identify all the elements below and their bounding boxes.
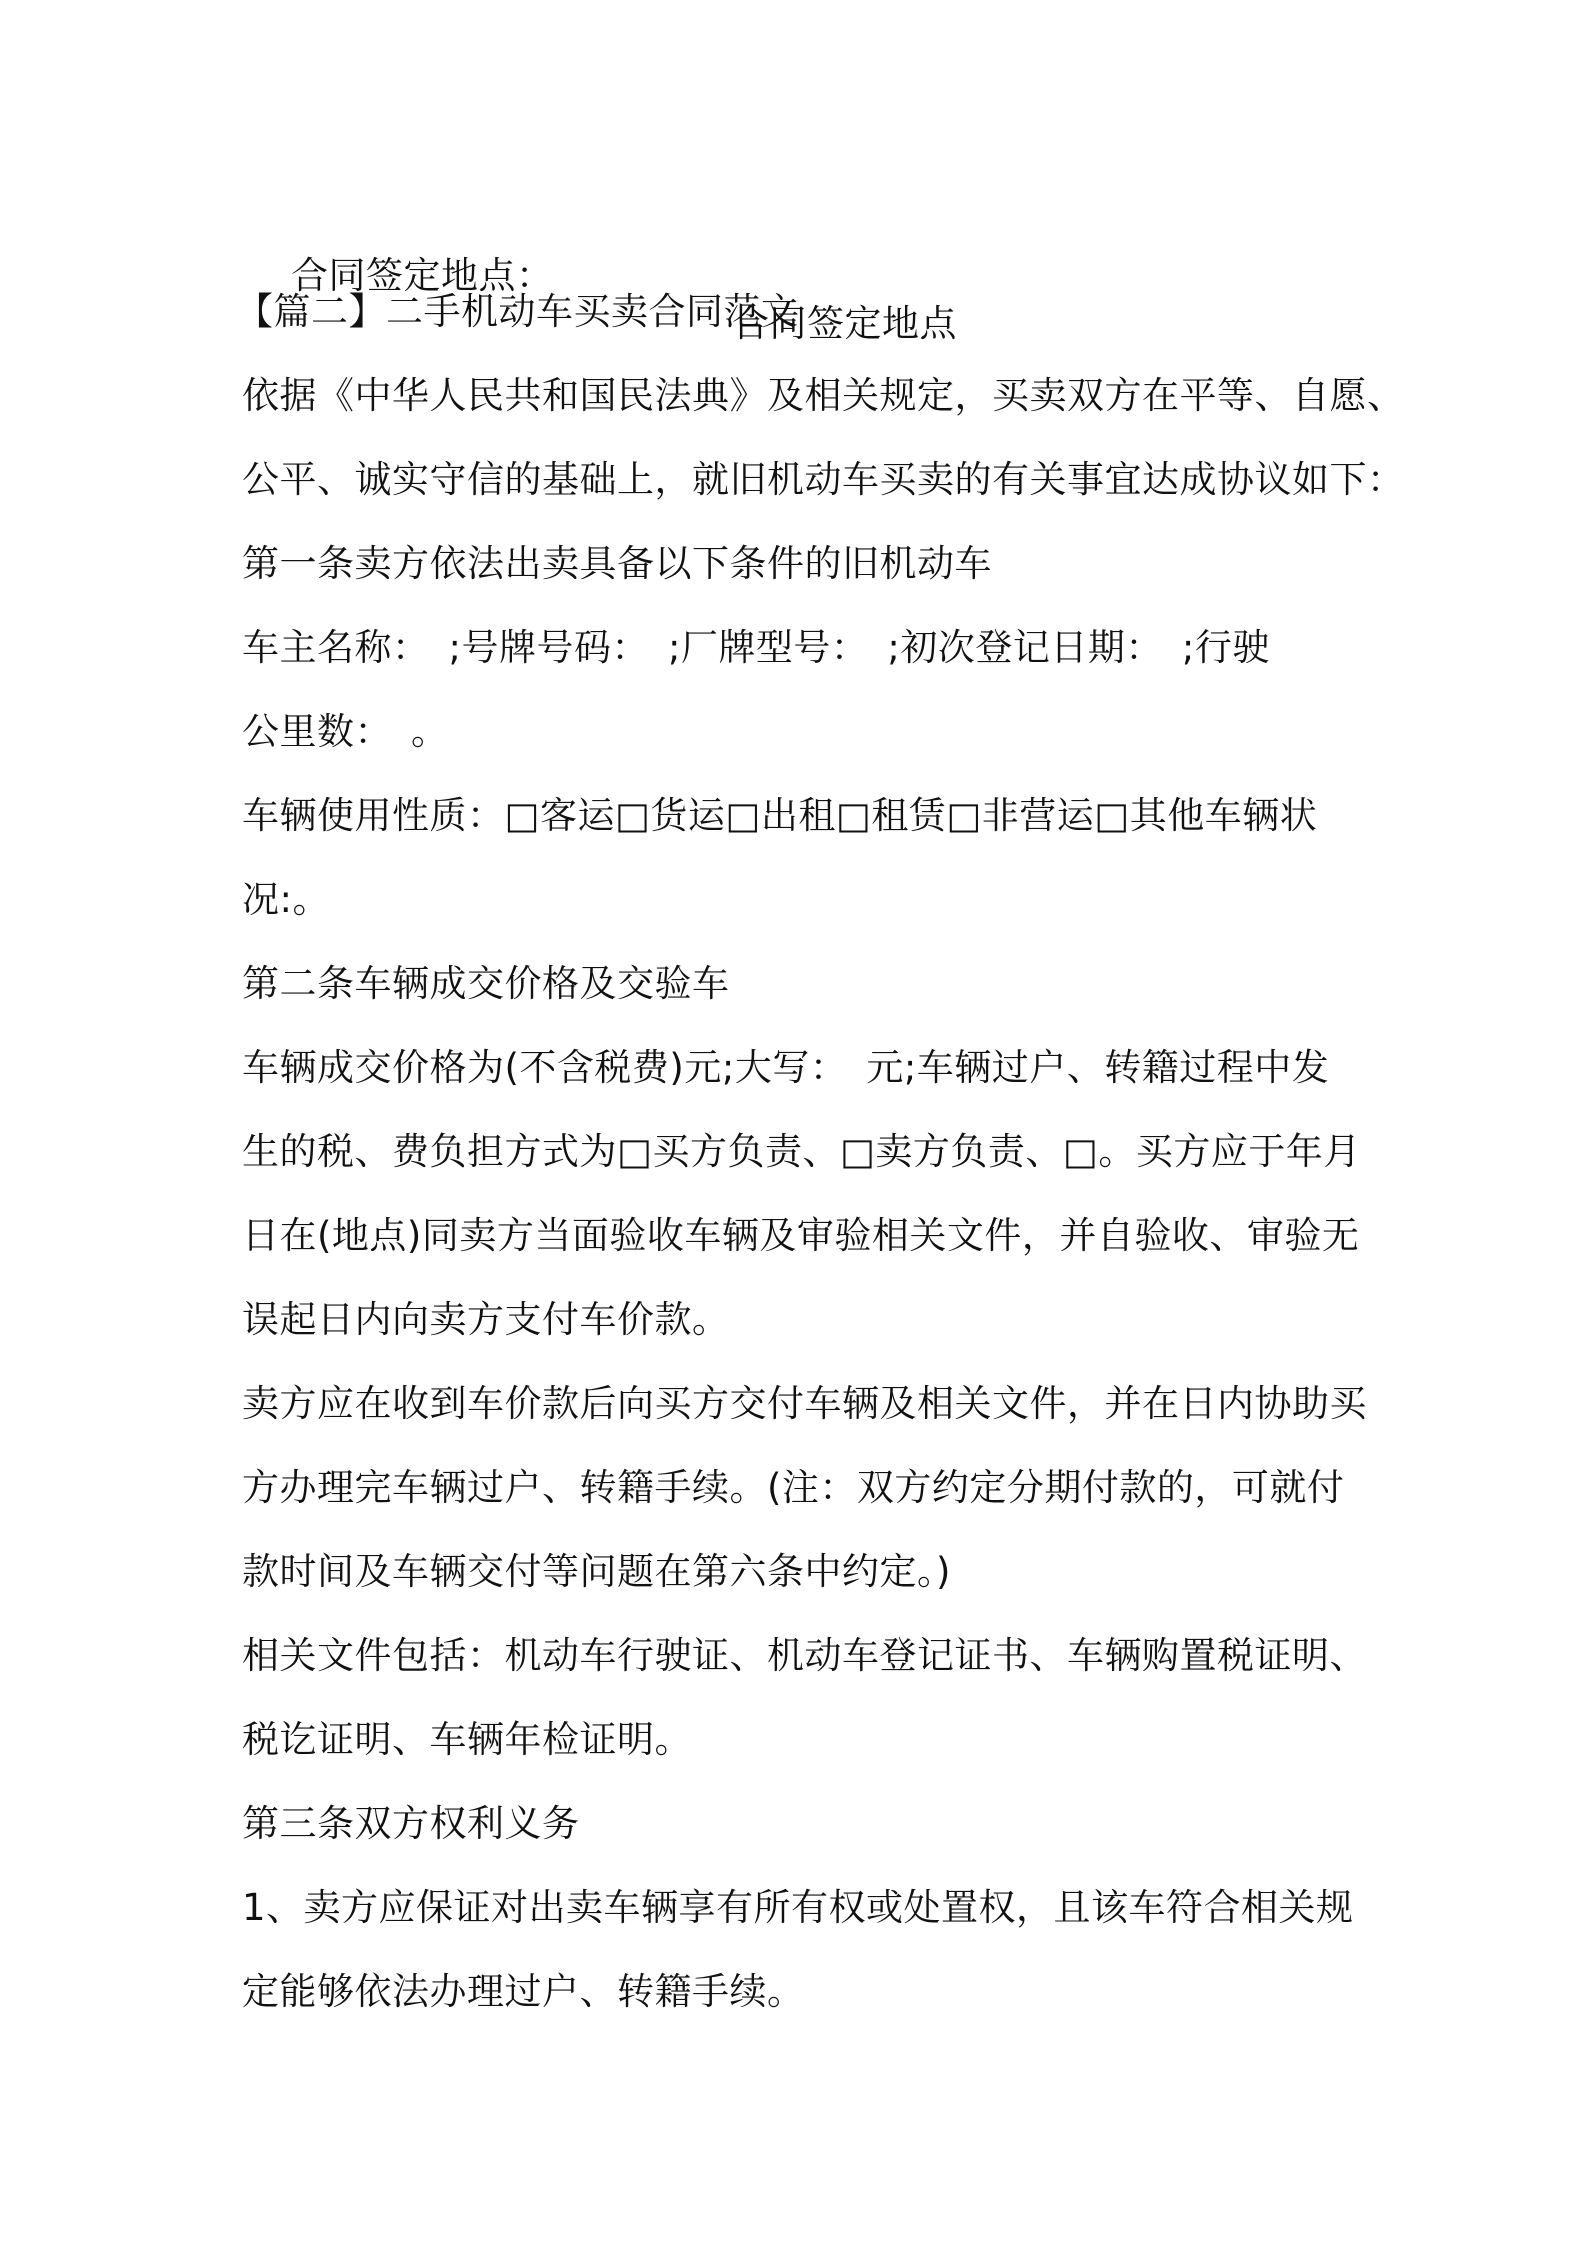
paragraph-line: 生的税、费负担方式为□买方负责、□卖方负责、□。买方应于年月 (242, 1130, 1361, 1173)
paragraph-line: 况:。 (242, 878, 330, 921)
paragraph-line: 车辆成交价格为(不含税费)元;大写： 元;车辆过户、转籍过程中发 (242, 1046, 1330, 1089)
paragraph-line: 卖方应在收到车价款后向买方交付车辆及相关文件，并在日内协助买 (242, 1382, 1367, 1425)
contract-place-value: 合同签定地点 (732, 302, 957, 345)
paragraph-line: 款时间及车辆交付等问题在第六条中约定。) (242, 1550, 951, 1593)
article-heading: 第三条双方权利义务 (242, 1802, 580, 1845)
article-heading: 第一条卖方依法出卖具备以下条件的旧机动车 (242, 542, 992, 585)
paragraph-line: 依据《中华人民共和国民法典》及相关规定，买卖双方在平等、自愿、 (242, 374, 1405, 417)
article-heading: 第二条车辆成交价格及交验车 (242, 962, 730, 1005)
paragraph-line: 定能够依法办理过户、转籍手续。 (242, 1970, 805, 2013)
paragraph-line: 车辆使用性质：□客运□货运□出租□租赁□非营运□其他车辆状 (242, 794, 1318, 837)
paragraph-line: 税讫证明、车辆年检证明。 (242, 1718, 692, 1761)
section-heading: 【篇二】二手机动车买卖合同范文 (236, 290, 799, 333)
paragraph-line: 公平、诚实守信的基础上，就旧机动车买卖的有关事宜达成协议如下： (242, 458, 1405, 501)
paragraph-line: 方办理完车辆过户、转籍手续。(注：双方约定分期付款的，可就付 (242, 1466, 1345, 1509)
paragraph-line: 误起日内向卖方支付车价款。 (242, 1298, 730, 1341)
paragraph-line: 车主名称： ;号牌号码： ;厂牌型号： ;初次登记日期： ;行驶 (242, 626, 1270, 669)
paragraph-line: 1、卖方应保证对出卖车辆享有所有权或处置权，且该车符合相关规 (242, 1886, 1354, 1929)
paragraph-line: 公里数： 。 (242, 710, 449, 753)
paragraph-line: 相关文件包括：机动车行驶证、机动车登记证书、车辆购置税证明、 (242, 1634, 1367, 1677)
contract-place-label: 合同签定地点： (291, 254, 554, 297)
paragraph-line: 日在(地点)同卖方当面验收车辆及审验相关文件，并自验收、审验无 (242, 1214, 1360, 1257)
